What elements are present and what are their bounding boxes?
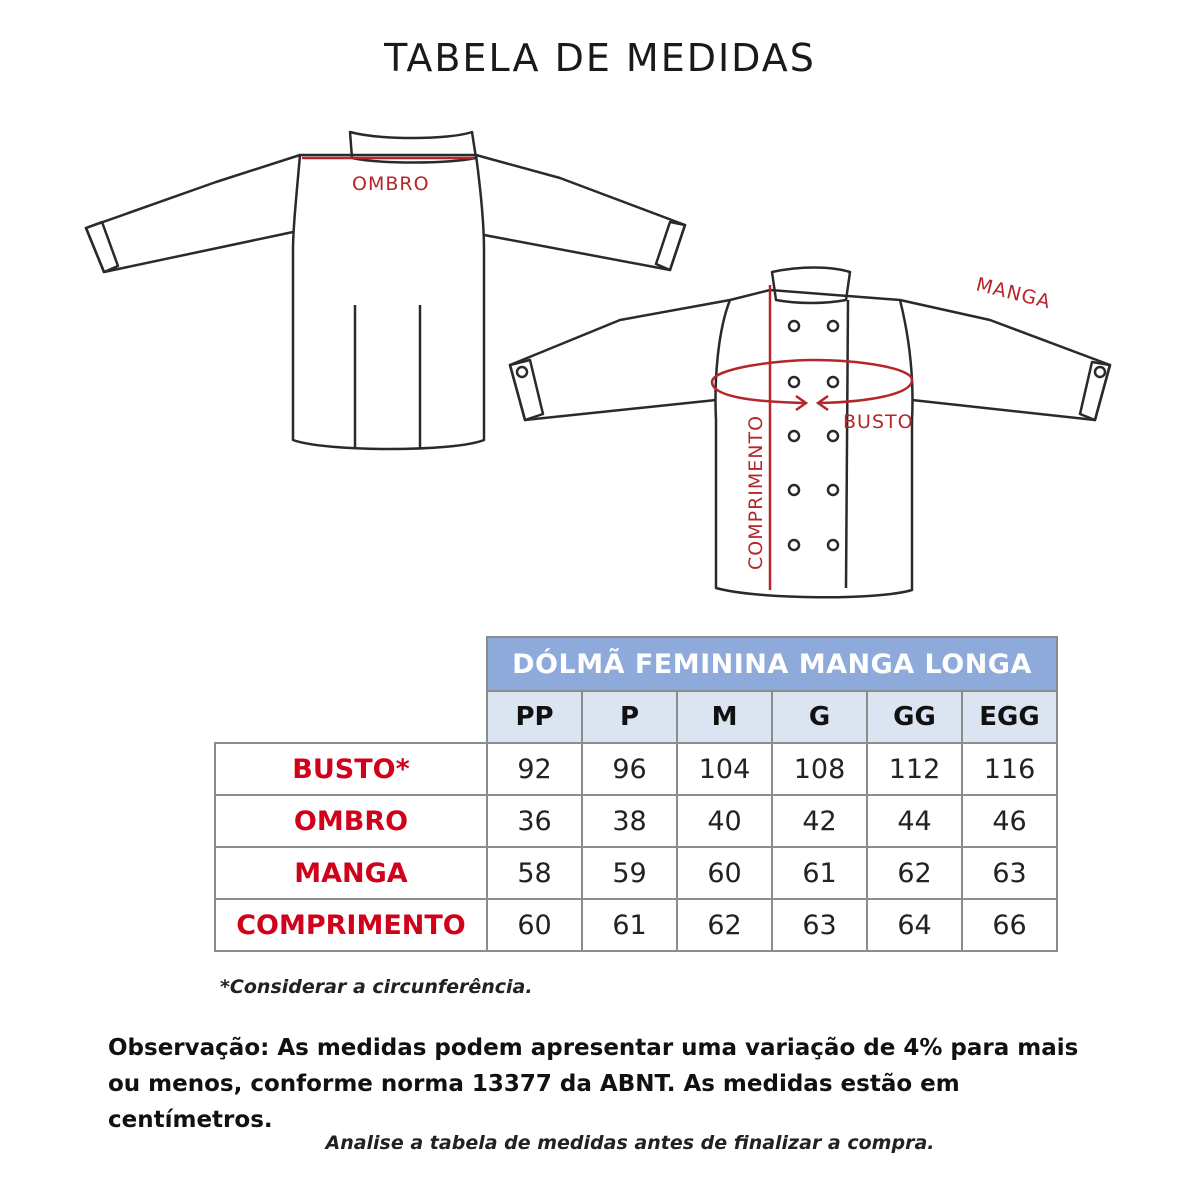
row-label: MANGA — [215, 847, 487, 899]
row-label: BUSTO* — [215, 743, 487, 795]
table-cell: 66 — [962, 899, 1057, 951]
table-corner — [215, 637, 487, 691]
final-note: Analise a tabela de medidas antes de finalizar a compra. — [325, 1132, 935, 1154]
table-cell: 112 — [867, 743, 962, 795]
table-cell: 108 — [772, 743, 867, 795]
size-header: G — [772, 691, 867, 743]
row-label: COMPRIMENTO — [215, 899, 487, 951]
table-cell: 92 — [487, 743, 582, 795]
table-cell: 46 — [962, 795, 1057, 847]
size-header-row — [215, 691, 1057, 743]
table-cell: 36 — [487, 795, 582, 847]
table-row — [215, 847, 1057, 899]
table-cell: 104 — [677, 743, 772, 795]
observation-text: Observação: As medidas podem apresentar uma variação de 4% para mais ou menos, conforme norma 13377 da ABNT. As medidas estão em centímetros. — [108, 1035, 1079, 1133]
table-cell: 63 — [772, 899, 867, 951]
table-cell: 58 — [487, 847, 582, 899]
table-row — [215, 743, 1057, 795]
table-cell: 42 — [772, 795, 867, 847]
footnote: *Considerar a circunferência. — [220, 976, 533, 998]
table-cell: 62 — [867, 847, 962, 899]
ombro-label: OMBRO — [352, 173, 430, 195]
table-title: DÓLMÃ FEMININA MANGA LONGA — [487, 637, 1057, 691]
table-cell: 59 — [582, 847, 677, 899]
bust-measure-arrows — [712, 360, 912, 410]
page-title: TABELA DE MEDIDAS — [384, 36, 816, 80]
manga-label: MANGA — [973, 273, 1054, 314]
table-title-row — [215, 637, 1057, 691]
table-cell: 64 — [867, 899, 962, 951]
table-cell: 63 — [962, 847, 1057, 899]
table-cell: 61 — [582, 899, 677, 951]
jacket-front-view — [510, 268, 1110, 598]
table-corner — [215, 691, 487, 743]
table-row — [215, 795, 1057, 847]
table-cell: 38 — [582, 795, 677, 847]
table-cell: 44 — [867, 795, 962, 847]
size-header: PP — [487, 691, 582, 743]
table-row — [215, 899, 1057, 951]
table-cell: 96 — [582, 743, 677, 795]
table-cell: 61 — [772, 847, 867, 899]
busto-label: BUSTO — [843, 411, 914, 433]
size-header: P — [582, 691, 677, 743]
size-header: GG — [867, 691, 962, 743]
size-header: M — [677, 691, 772, 743]
table-cell: 116 — [962, 743, 1057, 795]
table-cell: 40 — [677, 795, 772, 847]
size-header: EGG — [962, 691, 1057, 743]
size-table — [214, 636, 1058, 952]
row-label: OMBRO — [215, 795, 487, 847]
table-cell: 60 — [677, 847, 772, 899]
comprimento-label: COMPRIMENTO — [745, 414, 767, 570]
table-cell: 60 — [487, 899, 582, 951]
table-cell: 62 — [677, 899, 772, 951]
